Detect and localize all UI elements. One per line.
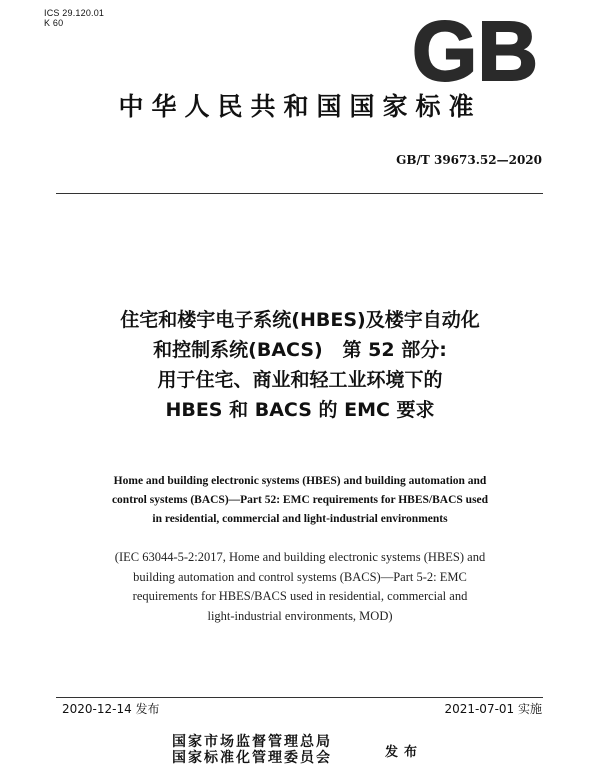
implementation-date: 2021-07-01 实施 xyxy=(444,702,542,716)
issue-date: 2020-12-14 发布 xyxy=(62,702,160,716)
publish-label: 发布 xyxy=(385,745,424,760)
issuer-name: 国家标准化管理委员会 xyxy=(172,750,332,766)
chinese-title-line: 和控制系统(BACS) 第 52 部分: xyxy=(153,339,447,361)
standard-type-title: 中华人民共和国国家标准 xyxy=(118,92,482,121)
gb-logo-icon xyxy=(400,10,550,90)
adoption-line: light-industrial environments, MOD) xyxy=(207,608,393,623)
ics-code: ICS 29.120.01 xyxy=(44,8,105,18)
adoption-statement xyxy=(0,548,600,626)
issuer-name: 国家市场监督管理总局 xyxy=(172,734,332,750)
english-title-line: in residential, commercial and light-industrial environments xyxy=(152,513,448,525)
english-title-line: Home and building electronic systems (HBES) and building automation and xyxy=(113,475,487,487)
header-divider xyxy=(56,193,543,194)
classification-codes xyxy=(44,8,104,28)
chinese-title-line: HBES 和 BACS 的 EMC 要求 xyxy=(165,399,435,421)
chinese-title xyxy=(0,305,600,425)
english-title-line: control systems (BACS)—Part 52: EMC requirements for HBES/BACS used xyxy=(111,494,489,506)
footer-divider xyxy=(56,697,543,698)
ccs-code: K 60 xyxy=(44,18,64,28)
english-title xyxy=(0,472,600,529)
chinese-title-line: 用于住宅、商业和轻工业环境下的 xyxy=(157,369,443,391)
adoption-line: building automation and control systems (BACS)—Part 5-2: EMC xyxy=(133,569,467,584)
gb-logo-text: GB xyxy=(412,10,538,90)
chinese-title-line: 住宅和楼宇电子系统(HBES)及楼宇自动化 xyxy=(120,309,480,331)
adoption-line: requirements for HBES/BACS used in residential, commercial and xyxy=(132,589,468,603)
adoption-line: (IEC 63044-5-2:2017, Home and building electronic systems (HBES) and xyxy=(114,550,486,564)
issuing-authorities xyxy=(172,734,332,766)
gb-logo xyxy=(400,10,550,90)
standard-number: GB/T 39673.52—2020 xyxy=(396,153,542,167)
